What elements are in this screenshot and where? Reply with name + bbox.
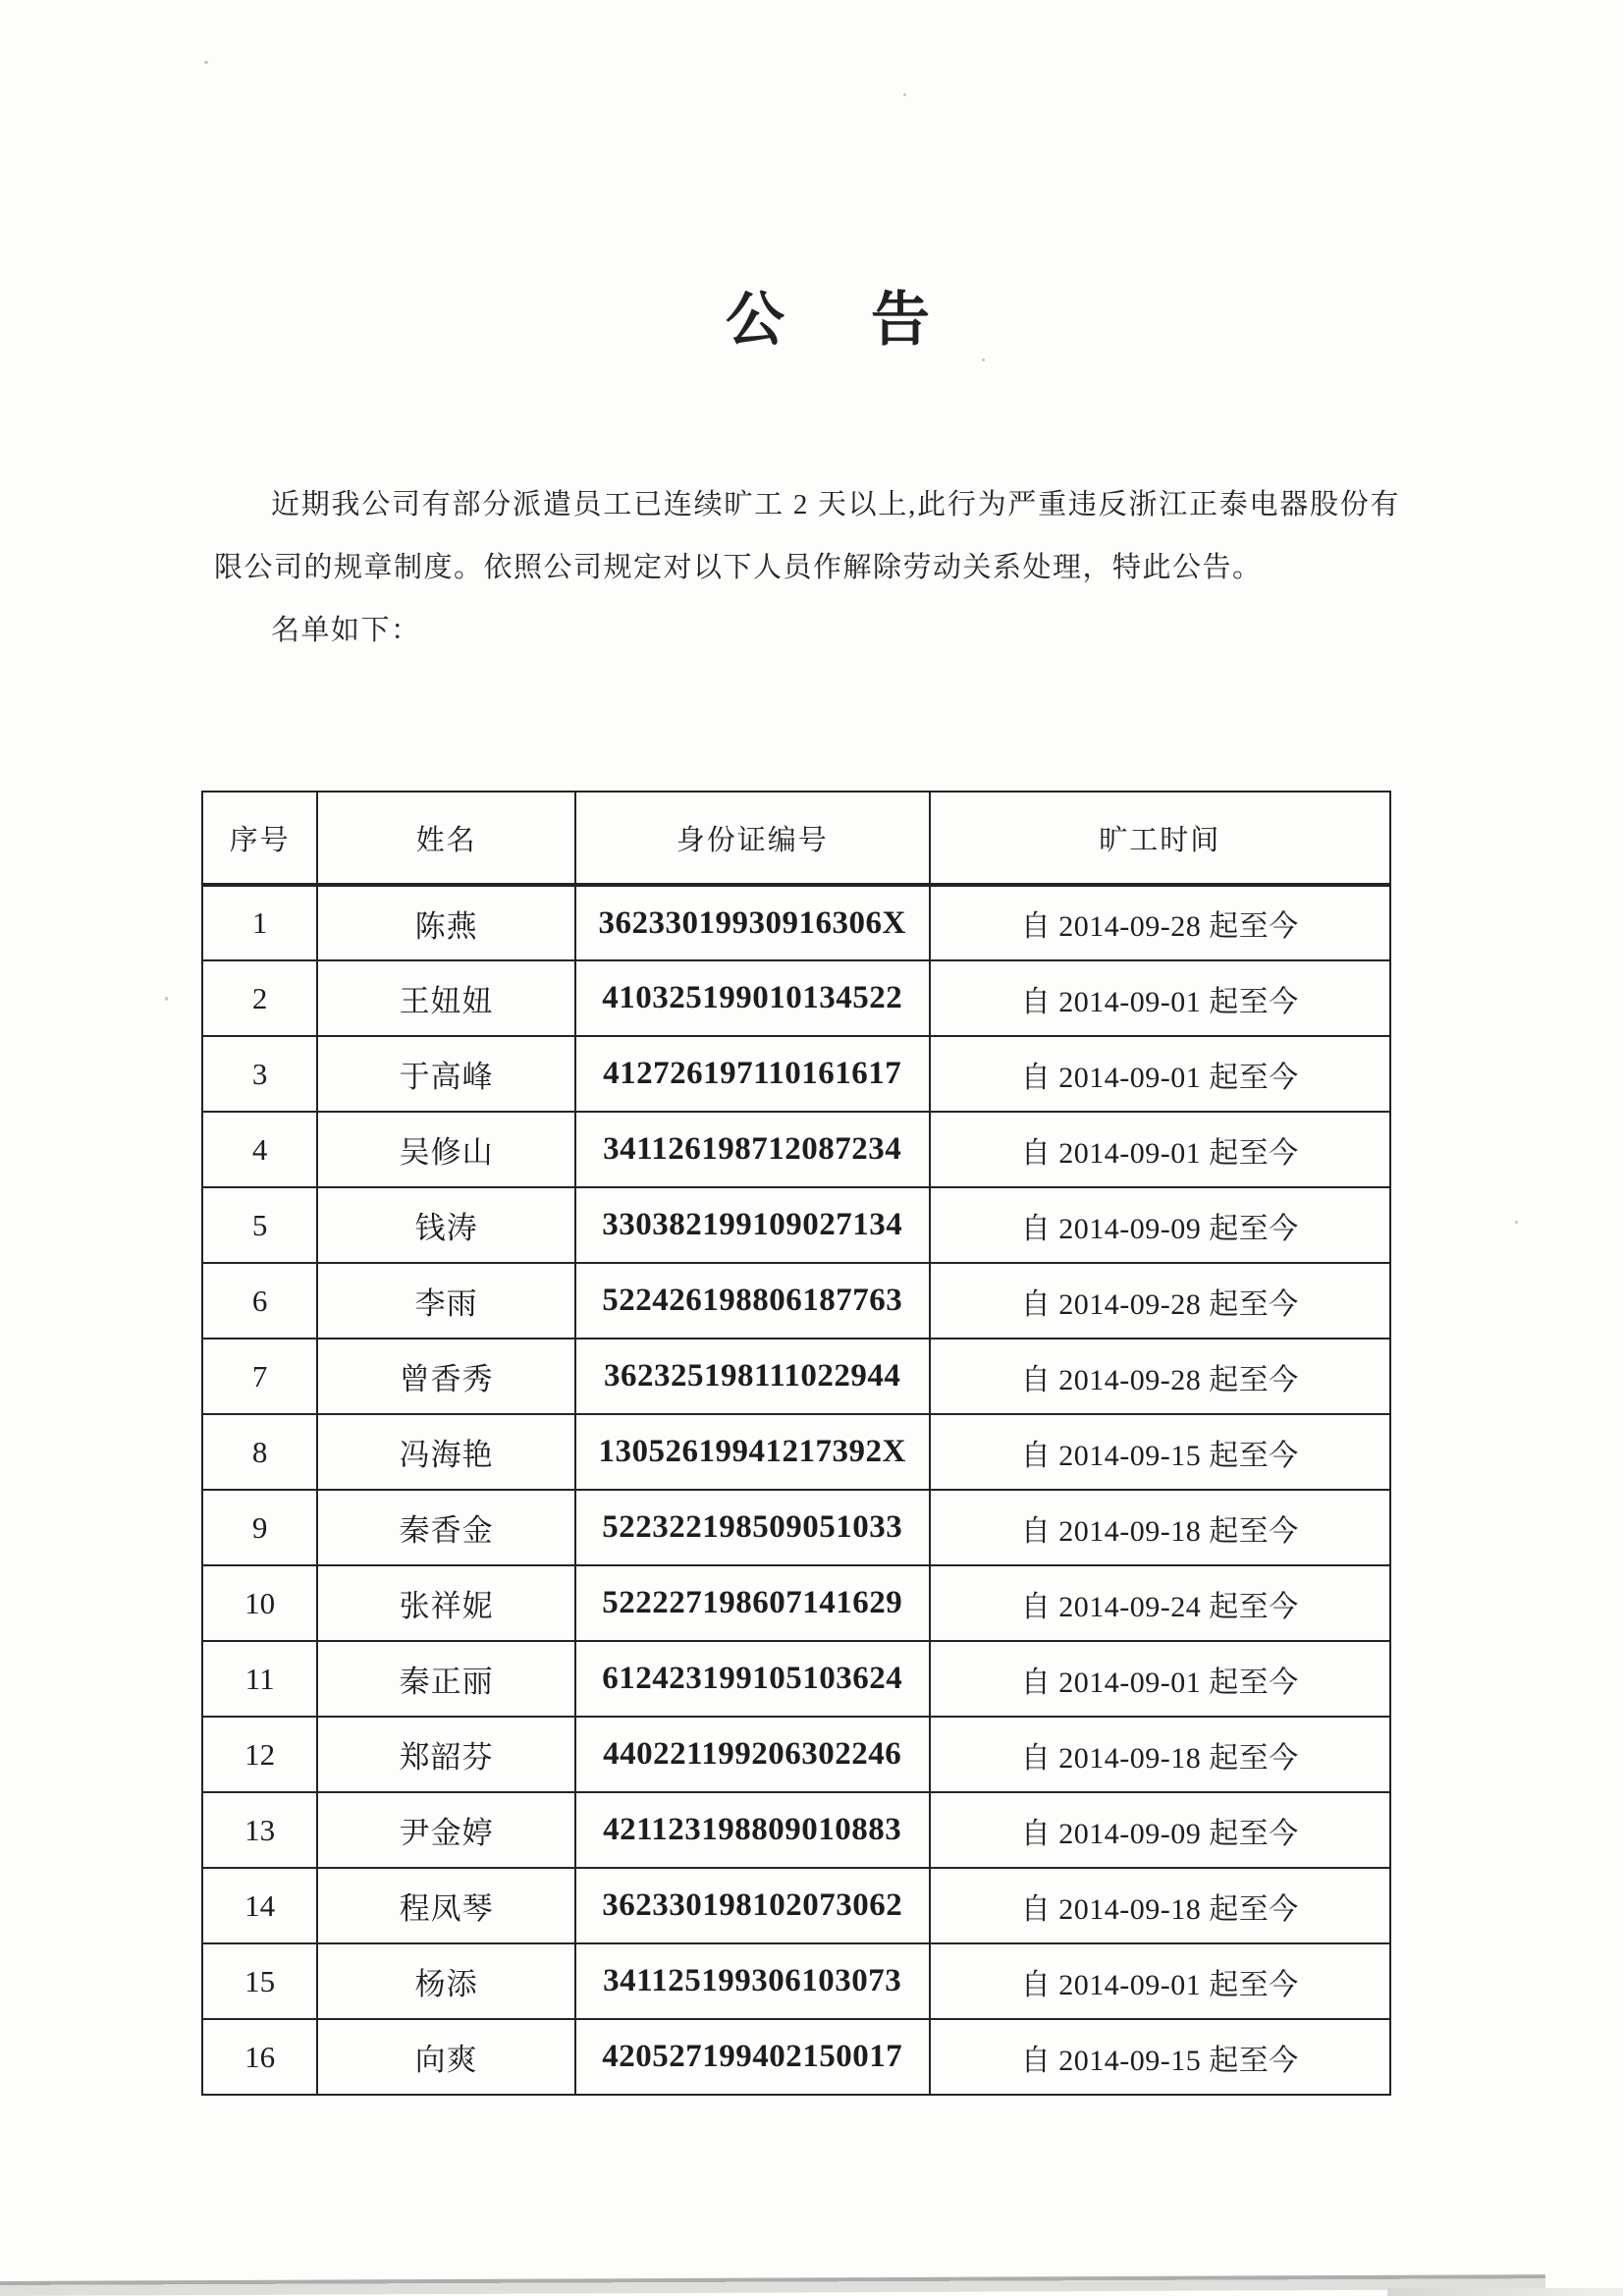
scan-speck bbox=[982, 358, 985, 361]
cell-seq: 4 bbox=[202, 1112, 317, 1187]
cell-period: 自 2014-09-01 起至今 bbox=[930, 1112, 1391, 1187]
cell-name: 秦正丽 bbox=[317, 1641, 575, 1717]
scan-bottom-edge-right bbox=[1387, 2288, 1623, 2296]
cell-name: 张祥妮 bbox=[317, 1565, 575, 1641]
table-row bbox=[202, 1414, 1390, 1490]
cell-id: 341126198712087234 bbox=[575, 1112, 930, 1187]
table-header bbox=[202, 792, 1390, 885]
cell-period: 自 2014-09-15 起至今 bbox=[930, 1414, 1391, 1490]
scan-speck bbox=[1515, 1221, 1518, 1224]
cell-period: 自 2014-09-28 起至今 bbox=[930, 885, 1391, 960]
cell-seq: 15 bbox=[202, 1943, 317, 2019]
cell-id: 440221199206302246 bbox=[575, 1717, 930, 1792]
cell-id: 522322198509051033 bbox=[575, 1490, 930, 1565]
list-intro: 名单如下： bbox=[271, 615, 421, 646]
document-body bbox=[214, 473, 1400, 662]
cell-seq: 12 bbox=[202, 1717, 317, 1792]
table-row bbox=[202, 1717, 1390, 1792]
cell-seq: 11 bbox=[202, 1641, 317, 1717]
cell-id: 410325199010134522 bbox=[575, 960, 930, 1036]
table-row bbox=[202, 1339, 1390, 1414]
cell-id: 420527199402150017 bbox=[575, 2019, 930, 2095]
cell-seq: 10 bbox=[202, 1565, 317, 1641]
cell-seq: 3 bbox=[202, 1036, 317, 1112]
cell-period: 自 2014-09-24 起至今 bbox=[930, 1565, 1391, 1641]
cell-seq: 13 bbox=[202, 1792, 317, 1868]
table-row bbox=[202, 2019, 1390, 2095]
cell-name: 杨添 bbox=[317, 1943, 575, 2019]
cell-name: 郑韶芬 bbox=[317, 1717, 575, 1792]
table-row bbox=[202, 1490, 1390, 1565]
document-title: 公 告 bbox=[726, 288, 944, 353]
cell-period: 自 2014-09-09 起至今 bbox=[930, 1792, 1391, 1868]
cell-period: 自 2014-09-18 起至今 bbox=[930, 1490, 1391, 1565]
dismissal-roster-table bbox=[201, 791, 1391, 2096]
cell-name: 向爽 bbox=[317, 2019, 575, 2095]
cell-id: 612423199105103624 bbox=[575, 1641, 930, 1717]
cell-name: 陈燕 bbox=[317, 885, 575, 960]
cell-seq: 1 bbox=[202, 885, 317, 960]
column-header-period: 旷工时间 bbox=[930, 792, 1391, 885]
cell-name: 曾香秀 bbox=[317, 1339, 575, 1414]
cell-period: 自 2014-09-09 起至今 bbox=[930, 1187, 1391, 1263]
table-row bbox=[202, 1036, 1390, 1112]
scan-speck bbox=[165, 997, 168, 1001]
cell-period: 自 2014-09-18 起至今 bbox=[930, 1717, 1391, 1792]
cell-name: 冯海艳 bbox=[317, 1414, 575, 1490]
cell-name: 李雨 bbox=[317, 1263, 575, 1339]
cell-name: 王妞妞 bbox=[317, 960, 575, 1036]
column-header-id: 身份证编号 bbox=[575, 792, 930, 885]
column-header-name: 姓名 bbox=[317, 792, 575, 885]
cell-id: 522426198806187763 bbox=[575, 1263, 930, 1339]
table-row bbox=[202, 1112, 1390, 1187]
cell-seq: 6 bbox=[202, 1263, 317, 1339]
table-row bbox=[202, 885, 1390, 960]
cell-name: 吴修山 bbox=[317, 1112, 575, 1187]
cell-id: 412726197110161617 bbox=[575, 1036, 930, 1112]
cell-period: 自 2014-09-18 起至今 bbox=[930, 1868, 1391, 1943]
cell-period: 自 2014-09-28 起至今 bbox=[930, 1339, 1391, 1414]
cell-seq: 9 bbox=[202, 1490, 317, 1565]
cell-seq: 7 bbox=[202, 1339, 317, 1414]
table-header-row bbox=[202, 792, 1390, 885]
table-row bbox=[202, 960, 1390, 1036]
table-row bbox=[202, 1263, 1390, 1339]
cell-name: 钱涛 bbox=[317, 1187, 575, 1263]
table-row bbox=[202, 1943, 1390, 2019]
cell-seq: 16 bbox=[202, 2019, 317, 2095]
table-row bbox=[202, 1187, 1390, 1263]
table-row bbox=[202, 1868, 1390, 1943]
cell-name: 程凤琴 bbox=[317, 1868, 575, 1943]
cell-period: 自 2014-09-15 起至今 bbox=[930, 2019, 1391, 2095]
cell-id: 13052619941217392X bbox=[575, 1414, 930, 1490]
scan-speck bbox=[903, 93, 906, 96]
cell-id: 330382199109027134 bbox=[575, 1187, 930, 1263]
cell-seq: 2 bbox=[202, 960, 317, 1036]
cell-seq: 8 bbox=[202, 1414, 317, 1490]
scan-bottom-edge bbox=[0, 2274, 1545, 2296]
scan-speck bbox=[204, 61, 208, 64]
cell-period: 自 2014-09-28 起至今 bbox=[930, 1263, 1391, 1339]
cell-id: 341125199306103073 bbox=[575, 1943, 930, 2019]
cell-period: 自 2014-09-01 起至今 bbox=[930, 1943, 1391, 2019]
cell-name: 秦香金 bbox=[317, 1490, 575, 1565]
announcement-paragraph: 近期我公司有部分派遣员工已连续旷工 2 天以上,此行为严重违反浙江正泰电器股份有限公司的规章制度。依照公司规定对以下人员作解除劳动关系处理，特此公告。 bbox=[214, 489, 1400, 583]
cell-period: 自 2014-09-01 起至今 bbox=[930, 1036, 1391, 1112]
cell-period: 自 2014-09-01 起至今 bbox=[930, 960, 1391, 1036]
cell-id: 421123198809010883 bbox=[575, 1792, 930, 1868]
cell-period: 自 2014-09-01 起至今 bbox=[930, 1641, 1391, 1717]
cell-name: 于高峰 bbox=[317, 1036, 575, 1112]
table-row bbox=[202, 1792, 1390, 1868]
cell-name: 尹金婷 bbox=[317, 1792, 575, 1868]
cell-id: 36233019930916306X bbox=[575, 885, 930, 960]
cell-id: 362330198102073062 bbox=[575, 1868, 930, 1943]
table-row bbox=[202, 1565, 1390, 1641]
table-row bbox=[202, 1641, 1390, 1717]
table-body bbox=[202, 885, 1390, 2095]
cell-id: 522227198607141629 bbox=[575, 1565, 930, 1641]
column-header-seq: 序号 bbox=[202, 792, 317, 885]
cell-seq: 14 bbox=[202, 1868, 317, 1943]
cell-seq: 5 bbox=[202, 1187, 317, 1263]
cell-id: 362325198111022944 bbox=[575, 1339, 930, 1414]
